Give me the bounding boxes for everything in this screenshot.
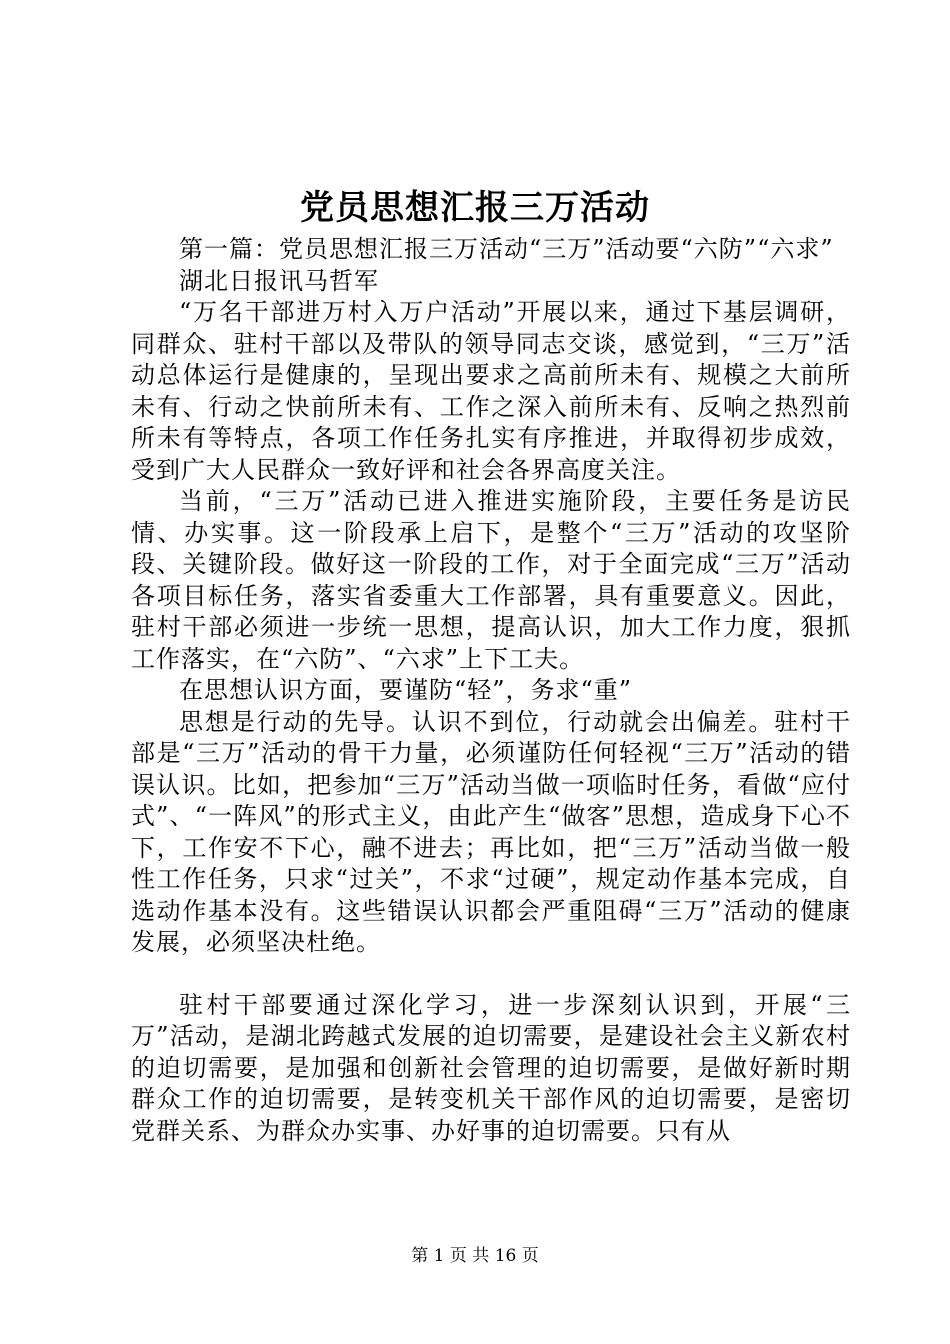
paragraph: 当前，“三万”活动已进入推进实施阶段，主要任务是访民情、办实事。这一阶段承上启下，是整个“三万”活动的攻坚阶段、关键阶段。做好这一阶段的工作，对于全面完成“三万”活动各项目标任务，落实省委重大工作部署，具有重要意义。因此，驻村干部必须进一步统一思想，提高认识，加大工作力度，狠抓工作落实，在“六防”、“六求”上下工夫。	[131, 487, 851, 673]
section-heading: 在思想认识方面，要谨防“轻”，务求“重”	[179, 676, 633, 704]
document-title: 党员思想汇报三万活动	[300, 188, 650, 228]
paragraph: “万名干部进万村入万户活动”开展以来，通过下基层调研，同群众、驻村干部以及带队的领导同志交谈，感觉到，“三万”活动总体运行是健康的，呈现出要求之高前所未有、规模之大前所未有、行动之快前所未有、工作之深入前所未有、反响之热烈前所未有等特点，各项工作任务扎实有序推进，并取得初步成效，受到广大人民群众一致好评和社会各界高度关注。	[131, 298, 851, 484]
page-footer: 第 1 页 共 16 页	[411, 1246, 539, 1266]
paragraph: 驻村干部要通过深化学习，进一步深刻认识到，开展“三万”活动，是湖北跨越式发展的迫切需要，是建设社会主义新农村的迫切需要，是加强和创新社会管理的迫切需要，是做好新时期群众工作的迫切需要，是转变机关干部作风的迫切需要，是密切党群关系、为群众办实事、办好事的迫切需要。只有从	[131, 990, 851, 1145]
paragraph: 第一篇：党员思想汇报三万活动“三万”活动要“六防”“六求”	[179, 235, 834, 263]
paragraph: 湖北日报讯马哲军	[179, 266, 379, 295]
document-body	[131, 234, 851, 1147]
paragraph: 思想是行动的先导。认识不到位，行动就会出偏差。驻村干部是“三万”活动的骨干力量，必须谨防任何轻视“三万”活动的错误认识。比如，把参加“三万”活动当做一项临时任务，看做“应付式”、“一阵风”的形式主义，由此产生“做客”思想，造成身下心不下，工作安不下心，融不进去；再比如，把“三万”活动当做一般性工作任务，只求“过关”，不求“过硬”，规定动作基本完成，自选动作基本没有。这些错误认识都会严重阻碍“三万”活动的健康发展，必须坚决杜绝。	[131, 707, 851, 956]
